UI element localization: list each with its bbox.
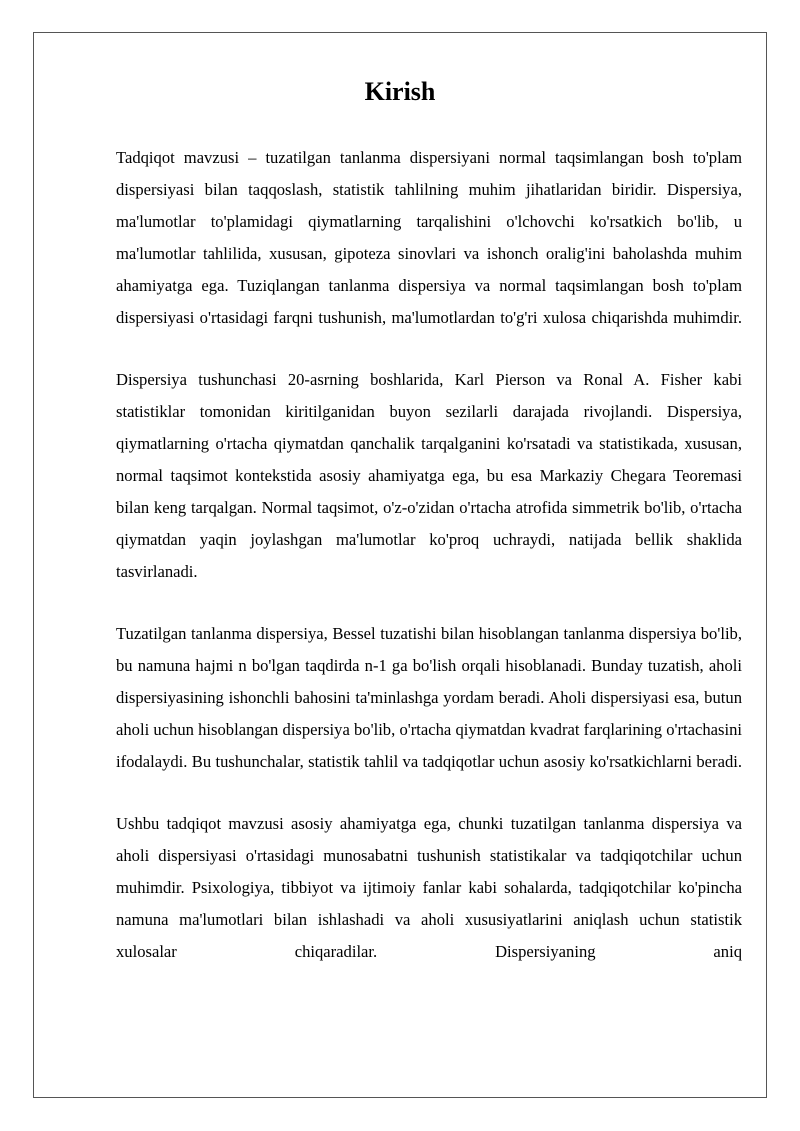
paragraph-4: Ushbu tadqiqot mavzusi asosiy ahamiyatga ega, chunki tuzatilgan tanlanma dispersiya va aholi dispersiyasi o'rtasidagi munosabatni tushunish statistikalar va tadqiqotchilar uchun muhimdir. Psixologiya, tibbiyot va ijtimoiy fanlar kabi sohalarda, tadqiqotchilar ko'pincha namuna ma'lumotlari bilan ishlashadi va aholi xususiyatlarini aniqlash uchun statistik xulosalar chiqaradilar. Dispersiyaning aniq <box>116 814 742 961</box>
page-title: Kirish <box>364 77 436 106</box>
paragraph-1: Tadqiqot mavzusi – tuzatilgan tanlanma dispersiyani normal taqsimlangan bosh to'plam dispersiyasi bilan taqqoslash, statistik tahlilning muhim jihatlaridan biridir. Dispersiya, ma'lumotlar to'plamidagi qiymatlarning tarqalishini o'lchovchi ko'rsatkich bo'lib, u ma'lumotlar tahlilida, xususan, gipoteza sinovlari va ishonch oralig'ini baholashda muhim ahamiyatga ega. Tuziqlangan tanlanma dispersiya va normal taqsimlangan bosh to'plam dispersiyasi o'rtasidagi farqni tushunish, ma'lumotlardan to'g'ri xulosa chiqarishda muhimdir. <box>116 148 742 327</box>
paragraph-3: Tuzatilgan tanlanma dispersiya, Bessel tuzatishi bilan hisoblangan tanlanma dispersiya bo'lib, bu namuna hajmi n bo'lgan taqdirda n-1 ga bo'lish orqali hisoblanadi. Bunday tuzatish, aholi dispersiyasining ishonchli bahosini ta'minlashga yordam beradi. Aholi dispersiyasi esa, butun aholi uchun hisoblangan dispersiya bo'lib, o'rtacha qiymatdan kvadrat farqlarining o'rtachasini ifodalaydi. Bu tushunchalar, statistik tahlil va tadqiqotlar uchun asosiy ko'rsatkichlarni beradi. <box>116 624 742 771</box>
paragraph-2: Dispersiya tushunchasi 20-asrning boshlarida, Karl Pierson va Ronal A. Fisher kabi statistiklar tomonidan kiritilganidan buyon sezilarli darajada rivojlandi. Dispersiya, qiymatlarning o'rtacha qiymatdan qanchalik tarqalganini ko'rsatadi va statistikada, xususan, normal taqsimot kontekstida asosiy ahamiyatga ega, bu esa Markaziy Chegara Teoremasi bilan keng tarqalgan. Normal taqsimot, o'z-o'zidan o'rtacha atrofida simmetrik bo'lib, o'rtacha qiymatdan yaqin joylashgan ma'lumotlar ko'proq uchraydi, natijada bellik shaklida tasvirlanadi. <box>116 370 742 581</box>
document-body <box>116 142 742 968</box>
